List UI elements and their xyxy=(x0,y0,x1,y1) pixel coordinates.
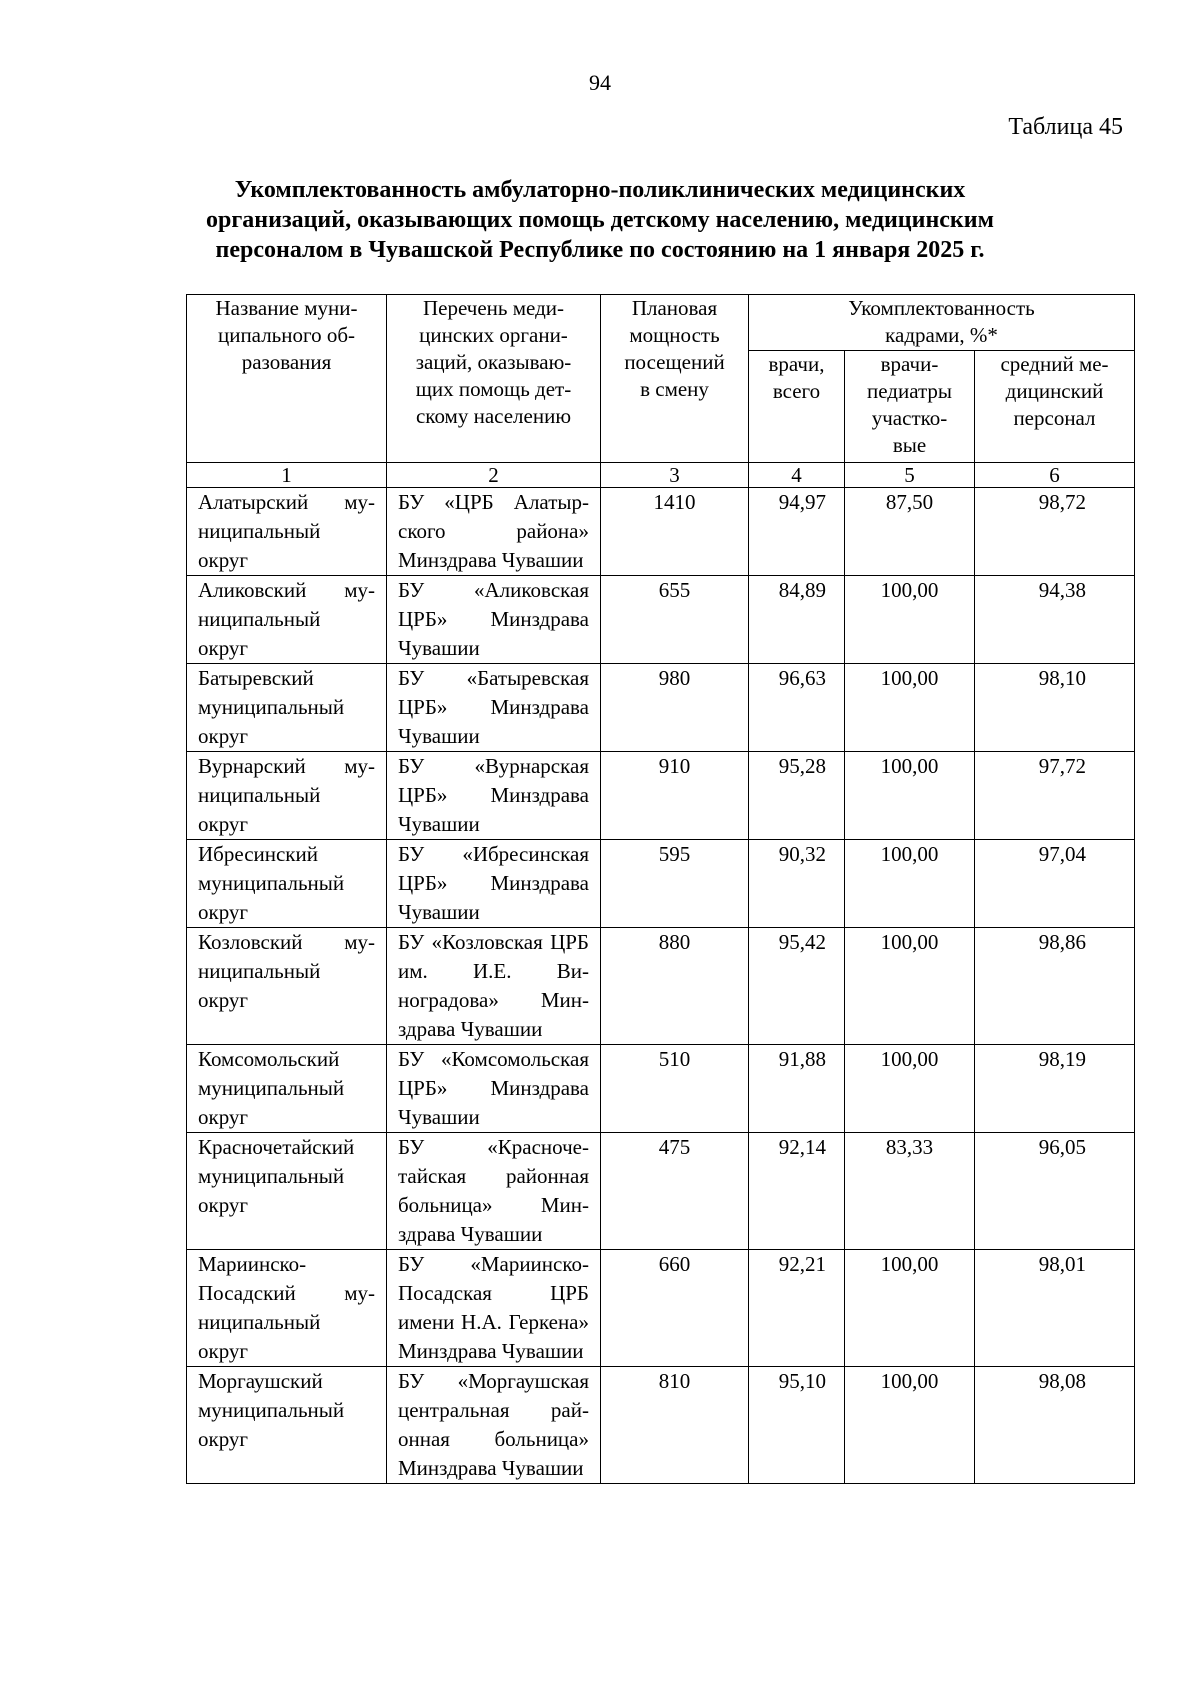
header-municipality xyxy=(187,295,387,463)
column-number: 5 xyxy=(845,463,975,488)
cell-organization: БУ «Комсомольская ЦРБ» Минздрава Чувашии xyxy=(387,1045,601,1133)
cell-municipality: Вурнарский муниципальный округ xyxy=(187,752,387,840)
header-line: посещений xyxy=(624,350,725,374)
table-label: Таблица 45 xyxy=(1008,114,1123,140)
header-line: Плановая xyxy=(631,296,718,320)
header-line: врачи, xyxy=(768,352,825,376)
table-row xyxy=(187,664,1135,752)
cell-organization: БУ «Ибресинская ЦРБ» Минздрава Чувашии xyxy=(387,840,601,928)
cell-capacity: 1410 xyxy=(601,488,749,576)
header-line: вые xyxy=(892,433,927,457)
header-pediatricians xyxy=(845,351,975,463)
table-row xyxy=(187,1045,1135,1133)
header-line: участко- xyxy=(871,406,948,430)
header-line: педиатры xyxy=(866,379,953,403)
cell-capacity: 595 xyxy=(601,840,749,928)
header-line: ципального об- xyxy=(217,323,356,347)
table-row xyxy=(187,1367,1135,1484)
cell-municipality: Аликовский муниципальный округ xyxy=(187,576,387,664)
header-line: дицинский xyxy=(1005,379,1104,403)
header-line: персонал xyxy=(1013,406,1096,430)
cell-pediatricians: 100,00 xyxy=(845,1045,975,1133)
cell-organization: БУ «Мариинско-Посадская ЦРБ имени Н.А. Геркена» Минздрава Чувашии xyxy=(387,1250,601,1367)
header-line: мощность xyxy=(629,323,720,347)
column-number-row xyxy=(187,463,1135,488)
cell-organization: БУ «ЦРБ Алатырского района» Минздрава Чувашии xyxy=(387,488,601,576)
cell-pediatricians: 100,00 xyxy=(845,1367,975,1484)
header-line: заций, оказываю- xyxy=(415,350,572,374)
cell-pediatricians: 100,00 xyxy=(845,664,975,752)
cell-nursing-staff: 96,05 xyxy=(975,1133,1135,1250)
cell-municipality: Козловский муниципальный округ xyxy=(187,928,387,1045)
cell-municipality: Красночетайский муниципальный округ xyxy=(187,1133,387,1250)
cell-nursing-staff: 98,01 xyxy=(975,1250,1135,1367)
cell-doctors-total: 95,28 xyxy=(749,752,845,840)
cell-doctors-total: 96,63 xyxy=(749,664,845,752)
cell-nursing-staff: 97,04 xyxy=(975,840,1135,928)
cell-doctors-total: 94,97 xyxy=(749,488,845,576)
cell-organization: БУ «Аликовская ЦРБ» Минздрава Чувашии xyxy=(387,576,601,664)
table-row xyxy=(187,928,1135,1045)
header-line: цинских органи- xyxy=(419,323,568,347)
cell-nursing-staff: 97,72 xyxy=(975,752,1135,840)
cell-pediatricians: 100,00 xyxy=(845,576,975,664)
cell-doctors-total: 91,88 xyxy=(749,1045,845,1133)
cell-doctors-total: 92,21 xyxy=(749,1250,845,1367)
cell-organization: БУ «Красночетайская районная больница» Минздрава Чувашии xyxy=(387,1133,601,1250)
header-capacity xyxy=(601,295,749,463)
cell-capacity: 880 xyxy=(601,928,749,1045)
cell-pediatricians: 100,00 xyxy=(845,840,975,928)
cell-pediatricians: 87,50 xyxy=(845,488,975,576)
cell-municipality: Алатырский муниципальный округ xyxy=(187,488,387,576)
cell-municipality: Комсомольский муниципальный округ xyxy=(187,1045,387,1133)
column-number: 2 xyxy=(387,463,601,488)
column-number: 1 xyxy=(187,463,387,488)
cell-municipality: Мариинско-Посадский муниципальный округ xyxy=(187,1250,387,1367)
page-number: 94 xyxy=(589,70,611,95)
cell-capacity: 510 xyxy=(601,1045,749,1133)
cell-doctors-total: 95,42 xyxy=(749,928,845,1045)
document-title xyxy=(180,175,1020,265)
cell-organization: БУ «Козловская ЦРБ им. И.Е. Виноградова» Минздрава Чувашии xyxy=(387,928,601,1045)
column-number: 6 xyxy=(975,463,1135,488)
column-number: 4 xyxy=(749,463,845,488)
header-line: разования xyxy=(241,350,332,374)
cell-pediatricians: 83,33 xyxy=(845,1133,975,1250)
cell-municipality: Батыревский муниципальный округ xyxy=(187,664,387,752)
cell-nursing-staff: 94,38 xyxy=(975,576,1135,664)
title-line: Укомплектованность амбулаторно-поликлинических медицинских xyxy=(234,177,966,203)
table-body xyxy=(187,488,1135,1484)
cell-capacity: 980 xyxy=(601,664,749,752)
header-line: Перечень меди- xyxy=(423,296,564,320)
cell-organization: БУ «Моргаушская центральная районная больница» Минздрава Чувашии xyxy=(387,1367,601,1484)
cell-organization: БУ «Вурнарская ЦРБ» Минздрава Чувашии xyxy=(387,752,601,840)
header-doctors-total xyxy=(749,351,845,463)
header-line: скому населению xyxy=(415,404,572,428)
cell-capacity: 810 xyxy=(601,1367,749,1484)
header-line: всего xyxy=(772,379,821,403)
cell-capacity: 475 xyxy=(601,1133,749,1250)
cell-pediatricians: 100,00 xyxy=(845,752,975,840)
cell-pediatricians: 100,00 xyxy=(845,928,975,1045)
cell-municipality: Моргаушский муниципальный округ xyxy=(187,1367,387,1484)
column-number: 3 xyxy=(601,463,749,488)
cell-organization: БУ «Батыревская ЦРБ» Минздрава Чувашии xyxy=(387,664,601,752)
cell-nursing-staff: 98,08 xyxy=(975,1367,1135,1484)
table-row xyxy=(187,576,1135,664)
cell-capacity: 660 xyxy=(601,1250,749,1367)
header-nursing-staff xyxy=(975,351,1135,463)
title-line: персоналом в Чувашской Республике по состоянию на 1 января 2025 г. xyxy=(215,237,985,263)
table-row xyxy=(187,1250,1135,1367)
header-line: Название муни- xyxy=(215,296,358,320)
header-line: врачи- xyxy=(880,352,939,376)
table-row xyxy=(187,488,1135,576)
cell-nursing-staff: 98,72 xyxy=(975,488,1135,576)
cell-nursing-staff: 98,10 xyxy=(975,664,1135,752)
header-line: кадрами, %* xyxy=(885,323,998,347)
cell-doctors-total: 92,14 xyxy=(749,1133,845,1250)
cell-doctors-total: 90,32 xyxy=(749,840,845,928)
header-staffing-group xyxy=(749,295,1135,351)
header-line: щих помощь дет- xyxy=(415,377,572,401)
table-row xyxy=(187,840,1135,928)
cell-capacity: 910 xyxy=(601,752,749,840)
header-line: в смену xyxy=(640,377,709,401)
cell-nursing-staff: 98,19 xyxy=(975,1045,1135,1133)
title-line: организаций, оказывающих помощь детскому населению, медицинским xyxy=(206,207,994,233)
header-organizations xyxy=(387,295,601,463)
header-line: средний ме- xyxy=(1000,352,1109,376)
staffing-table xyxy=(186,294,1135,1484)
header-line: Укомплектованность xyxy=(848,296,1035,320)
table-row xyxy=(187,752,1135,840)
cell-municipality: Ибресинский муниципальный округ xyxy=(187,840,387,928)
table-row xyxy=(187,1133,1135,1250)
cell-doctors-total: 84,89 xyxy=(749,576,845,664)
cell-pediatricians: 100,00 xyxy=(845,1250,975,1367)
cell-capacity: 655 xyxy=(601,576,749,664)
cell-doctors-total: 95,10 xyxy=(749,1367,845,1484)
cell-nursing-staff: 98,86 xyxy=(975,928,1135,1045)
